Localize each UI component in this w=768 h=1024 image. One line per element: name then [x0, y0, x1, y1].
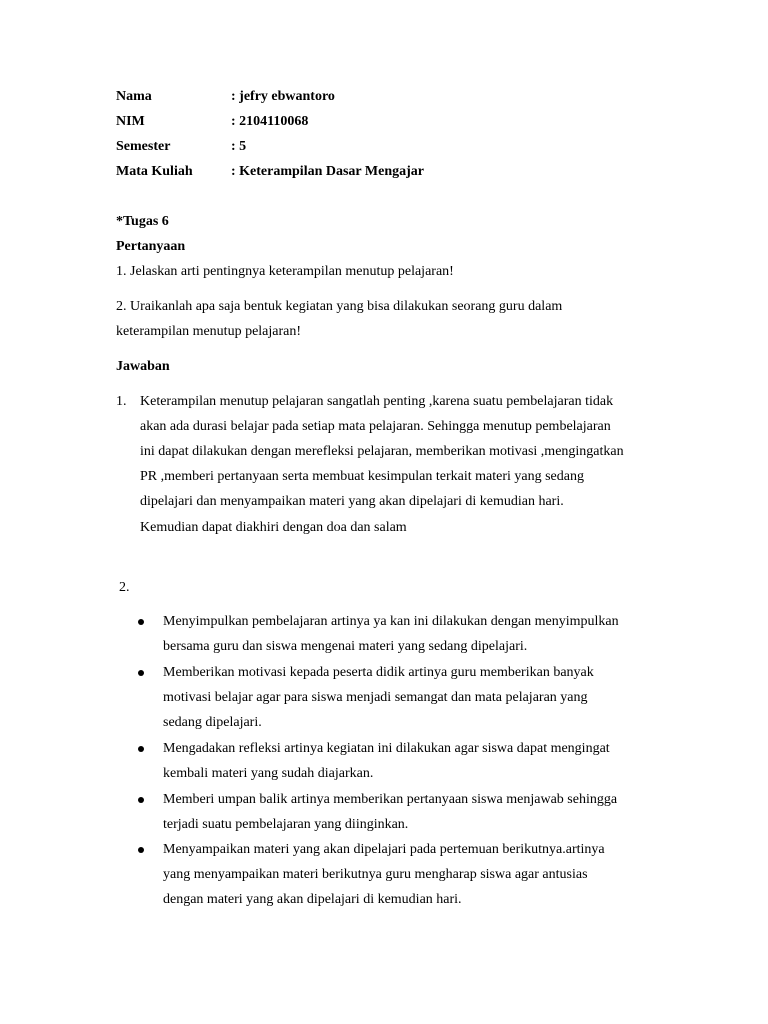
bullet-item-line: Menyimpulkan pembelajaran artinya ya kan ini dilakukan dengan menyimpulkan	[163, 614, 619, 629]
questions-heading: Pertanyaan	[116, 239, 186, 254]
question-2-line-2: keterampilan menutup pelajaran!	[116, 324, 302, 339]
label-nim: NIM	[116, 114, 145, 129]
bullet-item-line: sedang dipelajari.	[163, 715, 262, 730]
answer-1-line: Kemudian dapat diakhiri dengan doa dan salam	[140, 520, 407, 535]
bullet-item-line: bersama guru dan siswa mengenai materi yang sedang dipelajari.	[163, 639, 528, 654]
answer-1-line: PR ,memberi pertanyaan serta membuat kesimpulan terkait materi yang sedang	[140, 469, 584, 484]
label-semester: Semester	[116, 139, 171, 154]
question-1: 1. Jelaskan arti pentingnya keterampilan menutup pelajaran!	[116, 264, 454, 279]
bullet-icon	[138, 797, 144, 803]
bullet-icon	[138, 619, 144, 625]
answer-1-number: 1.	[116, 394, 127, 409]
value-semester: : 5	[231, 139, 247, 154]
value-nim: : 2104110068	[231, 114, 309, 129]
bullet-icon	[138, 847, 144, 853]
bullet-item-line: yang menyampaikan materi berikutnya guru mengharap siswa agar antusias	[163, 867, 588, 882]
bullet-item-line: Mengadakan refleksi artinya kegiatan ini dilakukan agar siswa dapat mengingat	[163, 741, 610, 756]
bullet-item-line: terjadi suatu pembelajaran yang diinginkan.	[163, 817, 409, 832]
question-2-line-1: 2. Uraikanlah apa saja bentuk kegiatan yang bisa dilakukan seorang guru dalam	[116, 299, 563, 314]
answer-1-line: ini dapat dilakukan dengan merefleksi pelajaran, memberikan motivasi ,mengingatkan	[140, 444, 624, 459]
label-nama: Nama	[116, 89, 152, 104]
bullet-icon	[138, 670, 144, 676]
value-mata-kuliah: : Keterampilan Dasar Mengajar	[231, 164, 424, 179]
task-title: *Tugas 6	[116, 214, 169, 229]
answer-1-line: Keterampilan menutup pelajaran sangatlah penting ,karena suatu pembelajaran tidak	[140, 394, 614, 409]
bullet-item-line: Memberikan motivasi kepada peserta didik artinya guru memberikan banyak	[163, 665, 594, 680]
bullet-item-line: motivasi belajar agar para siswa menjadi semangat dan mata pelajaran yang	[163, 690, 588, 705]
label-mata-kuliah: Mata Kuliah	[116, 164, 193, 179]
bullet-item-line: kembali materi yang sudah diajarkan.	[163, 766, 374, 781]
bullet-item-line: Memberi umpan balik artinya memberikan pertanyaan siswa menjawab sehingga	[163, 792, 618, 807]
answer-1-line: akan ada durasi belajar pada setiap mata pelajaran. Sehingga menutup pembelajaran	[140, 419, 611, 434]
answer-2-number: 2.	[119, 580, 130, 595]
answers-heading: Jawaban	[116, 359, 170, 374]
bullet-item-line: dengan materi yang akan dipelajari di kemudian hari.	[163, 892, 462, 907]
bullet-icon	[138, 746, 144, 752]
value-nama: : jefry ebwantoro	[231, 89, 335, 104]
answer-1-line: dipelajari dan menyampaikan materi yang akan dipelajari di kemudian hari.	[140, 494, 564, 509]
bullet-item-line: Menyampaikan materi yang akan dipelajari pada pertemuan berikutnya.artinya	[163, 842, 605, 857]
